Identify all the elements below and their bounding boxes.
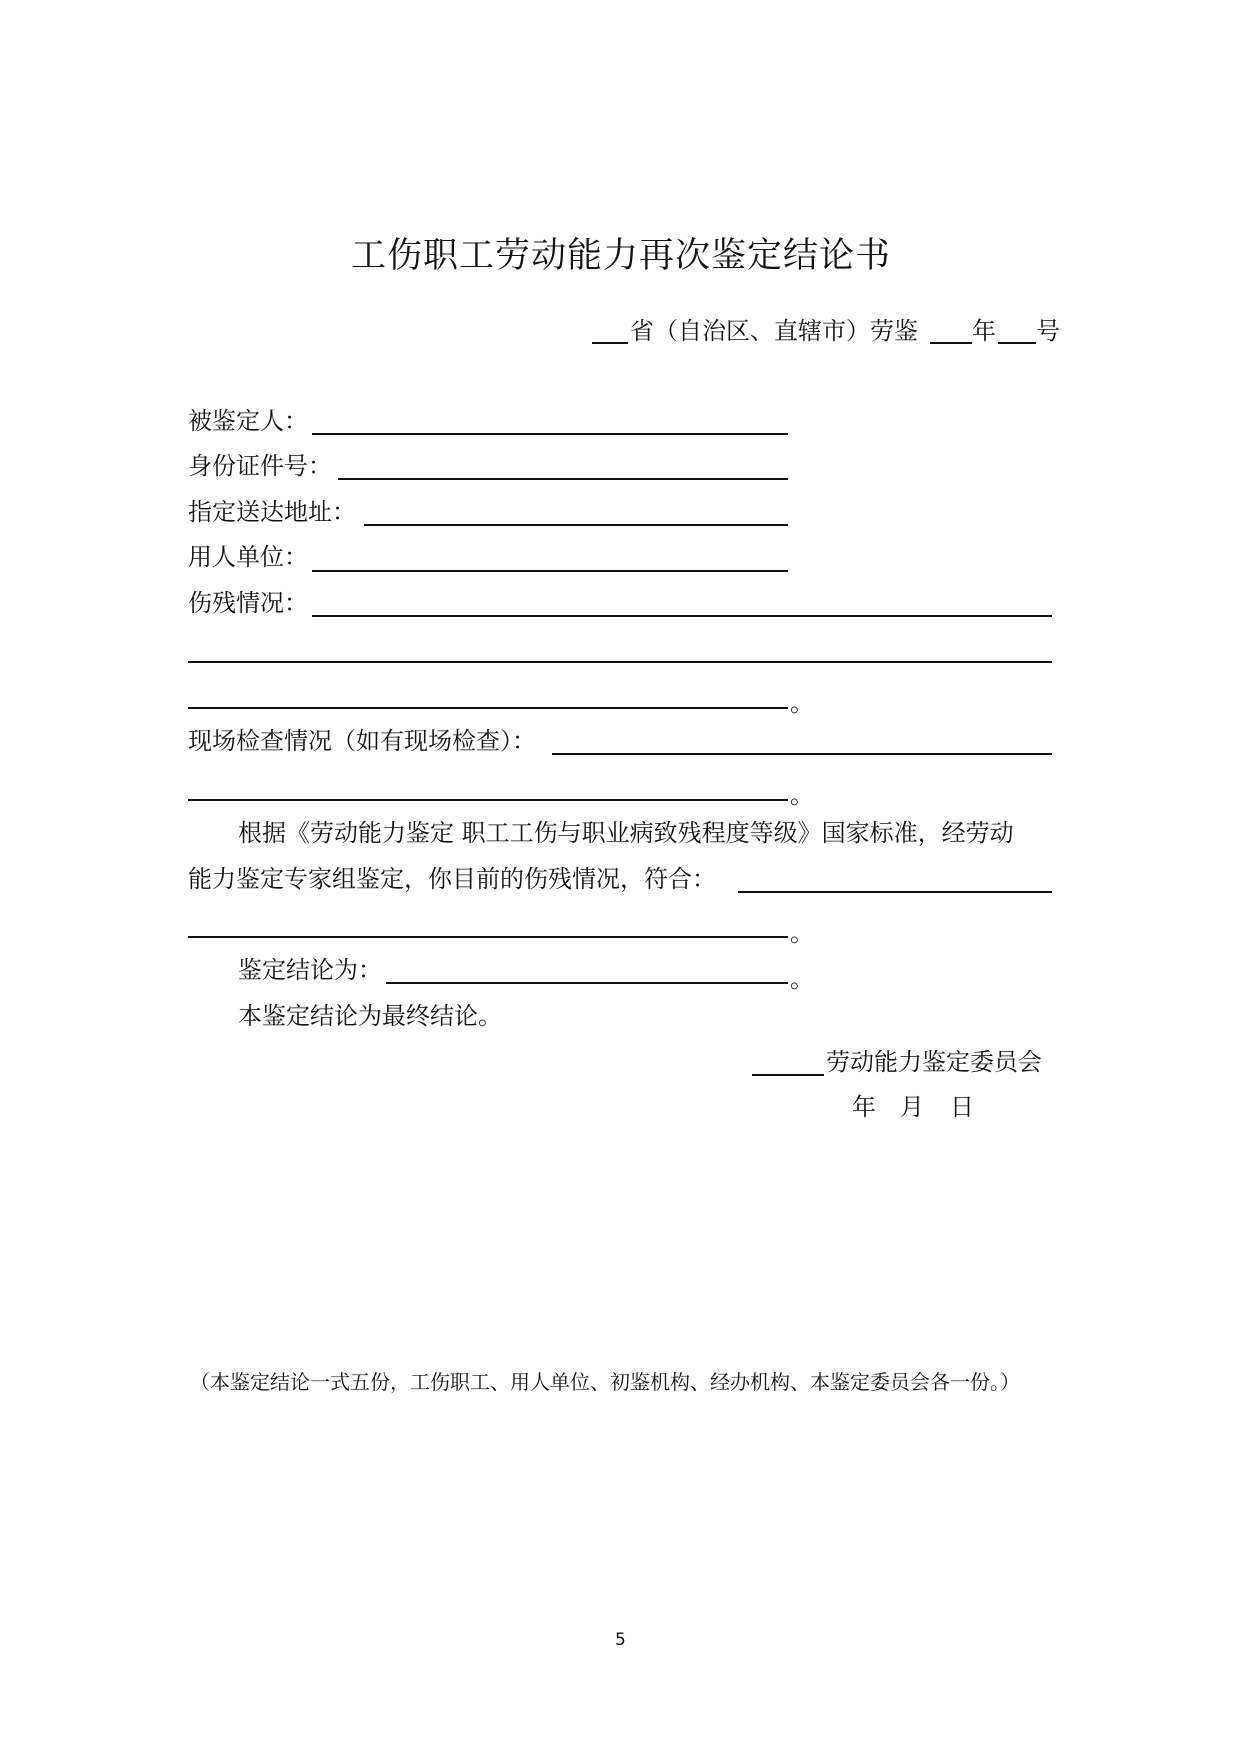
basis-blank-2 bbox=[188, 936, 788, 938]
injury-status-label: 伤残情况： bbox=[188, 589, 308, 617]
date-year: 年 bbox=[852, 1093, 876, 1121]
employer-blank bbox=[312, 570, 788, 572]
injury-status-blank-3 bbox=[188, 707, 788, 709]
appraised-person-blank bbox=[312, 433, 788, 435]
appraised-person-label: 被鉴定人： bbox=[188, 407, 308, 435]
onsite-inspection-blank-1 bbox=[552, 753, 1052, 755]
delivery-address-label: 指定送达地址： bbox=[188, 498, 356, 526]
delivery-address-blank bbox=[364, 524, 788, 526]
onsite-inspection-blank-2 bbox=[188, 799, 788, 801]
basis-line-2: 能力鉴定专家组鉴定，你目前的伤残情况，符合： bbox=[188, 865, 716, 893]
footnote: （本鉴定结论一式五份，工伤职工、用人单位、初鉴机构、经办机构、本鉴定委员会各一份。） bbox=[190, 1370, 1020, 1394]
basis-blank-1 bbox=[738, 891, 1052, 893]
injury-status-period: 。 bbox=[790, 689, 814, 717]
document-title: 工伤职工劳动能力再次鉴定结论书 bbox=[350, 236, 891, 276]
page-number: 5 bbox=[615, 1630, 626, 1650]
date-month: 月 bbox=[900, 1093, 924, 1121]
id-number-label: 身份证件号： bbox=[188, 452, 332, 480]
onsite-inspection-period: 。 bbox=[790, 781, 814, 809]
final-statement: 本鉴定结论为最终结论。 bbox=[238, 1002, 502, 1030]
onsite-inspection-label: 现场检查情况（如有现场检查）： bbox=[188, 727, 536, 755]
committee-blank bbox=[752, 1074, 824, 1076]
year-word: 年 bbox=[972, 317, 996, 345]
injury-status-blank-2 bbox=[188, 661, 1052, 663]
date-day: 日 bbox=[950, 1093, 974, 1121]
number-word: 号 bbox=[1036, 317, 1060, 345]
basis-line-1: 根据《劳动能力鉴定 职工工伤与职业病致残程度等级》国家标准，经劳动 bbox=[238, 819, 1014, 847]
basis-period: 。 bbox=[790, 919, 814, 947]
number-blank bbox=[998, 342, 1036, 344]
province-suffix: 省（自治区、直辖市）劳鉴 bbox=[630, 317, 918, 345]
conclusion-period: 。 bbox=[790, 965, 814, 993]
conclusion-blank bbox=[386, 982, 788, 984]
committee-name: 劳动能力鉴定委员会 bbox=[826, 1048, 1042, 1076]
province-blank bbox=[592, 342, 628, 344]
year-blank bbox=[930, 342, 972, 344]
employer-label: 用人单位： bbox=[188, 543, 308, 571]
conclusion-label: 鉴定结论为： bbox=[238, 956, 382, 984]
id-number-blank bbox=[338, 478, 788, 480]
injury-status-blank-1 bbox=[312, 615, 1052, 617]
